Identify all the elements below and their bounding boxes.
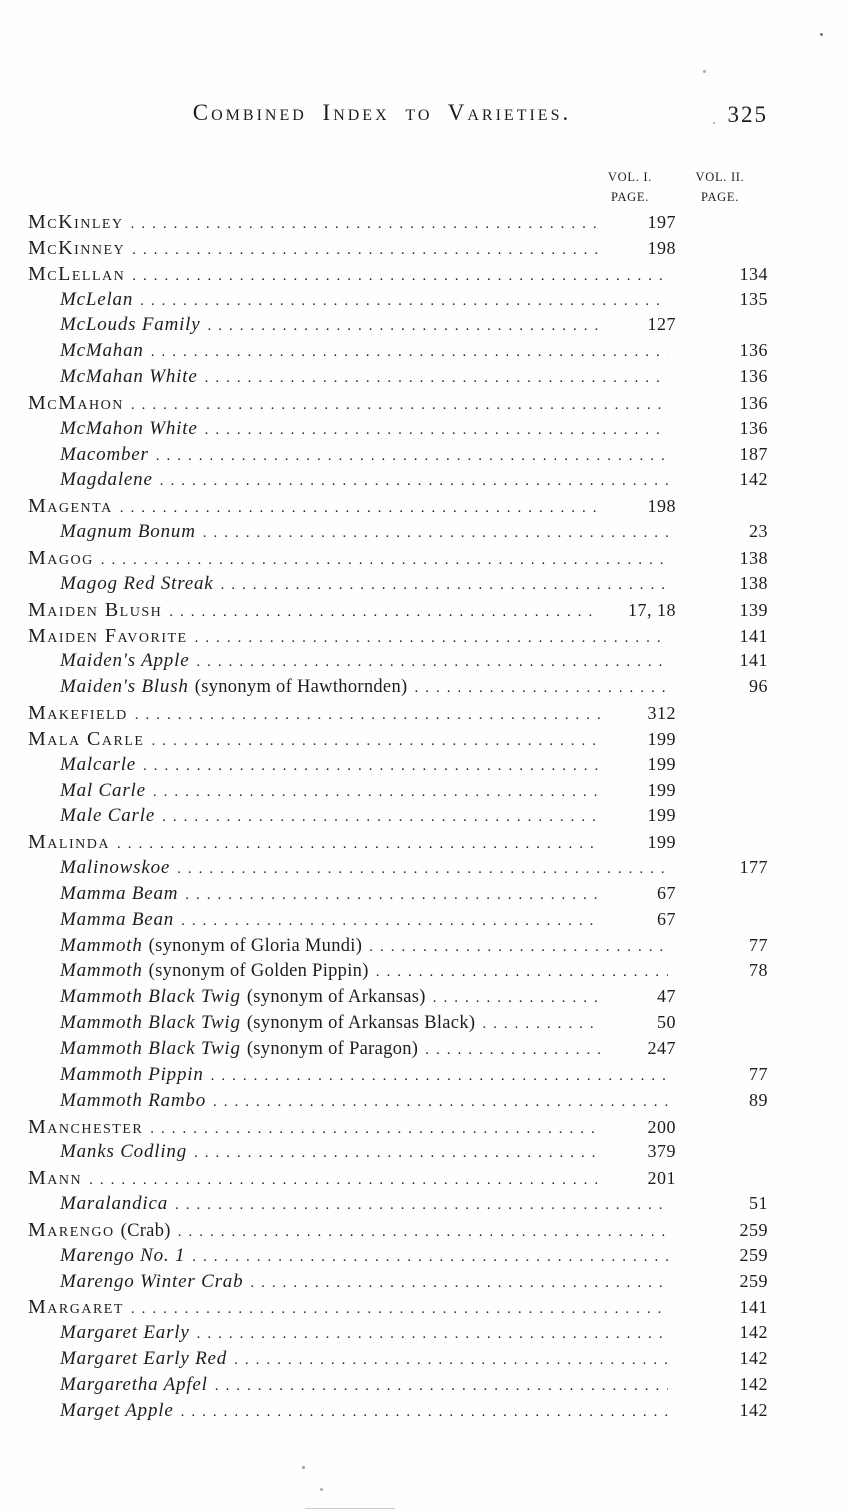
variety-name-cell [60, 1322, 190, 1344]
index-entry-row [28, 805, 768, 831]
variety-name-cell [60, 1038, 418, 1060]
vol2-page-number: 136 [739, 340, 768, 361]
synonym-note: (synonym of Arkansas) [246, 987, 426, 1008]
index-entry-row [28, 1167, 768, 1193]
variety-name-cell [60, 1271, 243, 1293]
variety-name: Magdalene [60, 469, 153, 491]
vol1-column-header [588, 167, 672, 207]
vol1-page-label: PAGE. [610, 190, 650, 204]
vol2-page-number: 77 [749, 934, 768, 955]
synonym-note: (synonym of Hawthornden) [194, 677, 408, 698]
vol2-page-number: 141 [739, 625, 768, 646]
vol2-page-number: 259 [739, 1244, 768, 1265]
variety-name: Magog Red Streak [60, 572, 214, 594]
vol1-label: VOL. I. [607, 170, 653, 184]
vol1-page-number: 67 [657, 882, 676, 903]
variety-name-cell [60, 1348, 227, 1370]
variety-name: Makefield [28, 702, 128, 725]
variety-name: Mammoth [60, 960, 143, 982]
variety-name: McLellan [28, 262, 126, 285]
variety-name-cell [28, 702, 128, 725]
vol2-page-number: 177 [739, 857, 768, 878]
folio-page-number: 325 [727, 102, 768, 127]
vol2-page-number: 134 [739, 263, 768, 284]
variety-name-cell [60, 909, 174, 931]
dot-leader [131, 1301, 668, 1318]
synonym-note: (synonym of Paragon) [246, 1039, 419, 1059]
vol1-page-number: 47 [657, 986, 676, 1007]
index-entry-row [28, 1141, 768, 1167]
vol2-page-number: 77 [749, 1063, 768, 1084]
vol1-page-number: 379 [647, 1141, 676, 1162]
scan-speck [302, 1466, 305, 1469]
variety-name: Mammoth Rambo [60, 1089, 207, 1111]
dot-leader [250, 1275, 668, 1292]
index-entry-row [28, 1296, 768, 1322]
index-entry-row [28, 314, 768, 340]
index-entry-row [28, 418, 768, 444]
dot-leader [234, 1352, 668, 1369]
dot-leader [89, 1172, 600, 1189]
variety-name: Mamma Bean [60, 908, 175, 930]
variety-name-cell [60, 986, 426, 1008]
scan-speck [320, 1488, 323, 1491]
index-entry-row [28, 1193, 768, 1219]
dot-leader [101, 552, 668, 569]
variety-name-cell [60, 1400, 174, 1422]
dot-leader [205, 370, 668, 387]
variety-name-cell [60, 444, 149, 466]
index-entry-row [28, 1322, 768, 1348]
variety-name: Marget Apple [60, 1399, 174, 1421]
dot-leader [140, 293, 668, 310]
vol2-page-number: 135 [739, 288, 768, 309]
variety-name: Maiden's Apple [60, 650, 190, 672]
variety-name-cell [60, 1193, 168, 1215]
index-entry-row [28, 263, 768, 289]
variety-name-cell [60, 857, 170, 879]
index-entry-row [28, 1271, 768, 1297]
vol2-page-number: 78 [749, 960, 768, 981]
vol1-page-number: 198 [647, 237, 676, 258]
variety-name: McMahon White [60, 417, 198, 439]
vol2-page-number: 136 [739, 366, 768, 387]
dot-leader [369, 939, 668, 956]
dot-leader [425, 1042, 600, 1059]
variety-name: Malcarle [60, 753, 137, 775]
dot-leader [156, 448, 668, 465]
index-entry-row [28, 883, 768, 909]
variety-name-cell [60, 340, 144, 362]
vol1-page-number: 199 [647, 753, 676, 774]
variety-name-cell [60, 573, 214, 595]
page-title: Combined Index to Varieties. [192, 100, 572, 125]
variety-name: Margaret [28, 1296, 124, 1319]
dot-leader [215, 1378, 668, 1395]
index-entry-row [28, 754, 768, 780]
index-entry-row [28, 650, 768, 676]
variety-name: Marengo Winter Crab [60, 1270, 244, 1292]
vol2-page-number: 142 [739, 469, 768, 490]
vol1-page-number: 199 [647, 805, 676, 826]
variety-name: Margaret Early [60, 1322, 190, 1344]
vol2-page-number: 142 [739, 1373, 768, 1394]
dot-leader [117, 836, 600, 853]
index-entry-row [28, 831, 768, 857]
dot-leader [208, 318, 601, 335]
dot-leader [211, 1068, 668, 1085]
variety-name: Maiden's Blush [60, 676, 189, 698]
vol2-page-number: 142 [739, 1399, 768, 1420]
variety-name-cell [28, 392, 124, 415]
variety-name-cell [60, 1245, 185, 1267]
dot-leader [181, 913, 600, 930]
index-entry-row [28, 857, 768, 883]
variety-name-cell [60, 289, 133, 311]
vol1-page-number: 127 [647, 314, 676, 335]
variety-name-cell [28, 1167, 82, 1190]
vol2-page-number: 51 [749, 1193, 768, 1214]
variety-name: Maiden Blush [28, 598, 163, 621]
variety-name-cell [28, 1219, 171, 1242]
dot-leader [194, 1145, 600, 1162]
dot-leader [221, 577, 669, 594]
vol2-page-number: 89 [749, 1089, 768, 1110]
dot-leader [151, 344, 668, 361]
variety-name: Mamma Beam [60, 882, 179, 904]
dot-leader [132, 242, 600, 259]
index-entry-row [28, 1245, 768, 1271]
variety-name-cell [28, 599, 162, 622]
page-header [28, 100, 768, 140]
dot-leader [120, 500, 600, 517]
vol2-page-label: PAGE. [700, 190, 740, 204]
index-entry-list [28, 211, 768, 1426]
variety-name: Macomber [60, 443, 149, 465]
scan-edge-artifact [305, 1508, 395, 1509]
variety-name-cell [60, 1374, 208, 1396]
dot-leader [181, 1404, 668, 1421]
index-entry-row [28, 547, 768, 573]
variety-name: McLelan [60, 288, 134, 310]
variety-name: Maiden Favorite [28, 624, 188, 647]
variety-name-cell [60, 935, 362, 957]
vol1-page-number: 198 [647, 496, 676, 517]
vol1-page-number: 199 [647, 832, 676, 853]
vol2-page-number: 138 [739, 572, 768, 593]
index-entry-row [28, 573, 768, 599]
variety-name-cell [28, 625, 188, 648]
vol2-page-number: 141 [739, 650, 768, 671]
variety-name: McMahan White [60, 366, 198, 388]
index-entry-row [28, 495, 768, 521]
variety-name: Maralandica [60, 1193, 169, 1215]
index-entry-row [28, 960, 768, 986]
index-entry-row [28, 702, 768, 728]
variety-name: Marengo No. 1 [60, 1244, 186, 1266]
index-entry-row [28, 444, 768, 470]
variety-name: McMahan [60, 340, 144, 362]
scan-speck [703, 70, 706, 73]
vol2-page-number: 139 [739, 599, 768, 620]
vol2-page-number: 23 [749, 521, 768, 542]
index-entry-row [28, 1012, 768, 1038]
index-entry-row [28, 1219, 768, 1245]
variety-name: Mammoth Black Twig [60, 1012, 241, 1034]
index-entry-row [28, 469, 768, 495]
vol1-page-number: 50 [657, 1012, 676, 1033]
variety-name-cell [60, 676, 407, 698]
variety-name: McMahon [28, 391, 124, 414]
dot-leader [213, 1094, 668, 1111]
index-entry-row [28, 237, 768, 263]
synonym-note: (synonym of Arkansas Black) [246, 1013, 476, 1034]
dot-leader [178, 1224, 668, 1241]
variety-name-cell [60, 805, 155, 827]
index-entry-row [28, 599, 768, 625]
dot-leader [197, 1326, 668, 1343]
variety-name-cell [60, 1141, 187, 1163]
dot-leader [482, 1016, 600, 1033]
column-headers [28, 167, 768, 207]
vol2-label: VOL. II. [695, 170, 745, 184]
dot-leader [150, 1121, 600, 1138]
variety-name: Mann [28, 1167, 83, 1190]
vol1-page-number: 201 [647, 1168, 676, 1189]
variety-name: Malinowskoe [60, 857, 171, 879]
index-entry-row [28, 909, 768, 935]
dot-leader [131, 216, 600, 233]
dot-leader [185, 887, 600, 904]
variety-name: Manks Codling [60, 1141, 188, 1163]
variety-name: McLouds Family [60, 314, 201, 336]
vol1-page-number: 197 [647, 212, 676, 232]
index-entry-row [28, 340, 768, 366]
synonym-note: (synonym of Golden Pippin) [148, 961, 369, 982]
variety-name-cell [60, 780, 146, 802]
variety-name-cell [28, 237, 125, 260]
dot-leader [135, 707, 600, 724]
vol1-page-number: 199 [647, 779, 676, 800]
variety-name: Mala Carle [28, 727, 145, 750]
variety-name: Magenta [28, 495, 113, 518]
index-entry-row [28, 935, 768, 961]
variety-name-cell [28, 495, 113, 518]
variety-name: McKinney [28, 236, 126, 259]
vol2-page-number: 259 [739, 1219, 768, 1240]
variety-name-cell [60, 418, 198, 440]
variety-name: Mal Carle [60, 779, 146, 801]
synonym-note: (Crab) [120, 1220, 171, 1241]
variety-name: Magnum Bonum [60, 521, 196, 543]
variety-name-cell [60, 469, 153, 491]
dot-leader [175, 1197, 668, 1214]
vol2-page-number: 138 [739, 547, 768, 568]
dot-leader [162, 809, 600, 826]
dot-leader [160, 473, 668, 490]
vol2-page-number: 187 [739, 443, 768, 464]
variety-name: Marengo [28, 1218, 115, 1241]
vol1-page-number: 312 [647, 703, 676, 724]
dot-leader [169, 604, 600, 621]
variety-name-cell [28, 211, 124, 234]
variety-name: Mammoth [60, 934, 143, 956]
variety-name-cell [28, 1296, 124, 1319]
variety-name-cell [60, 521, 196, 543]
variety-name-cell [28, 728, 144, 751]
vol1-page-number: 200 [647, 1116, 676, 1137]
variety-name: Mammoth Black Twig [60, 986, 241, 1008]
variety-name: Malinda [28, 831, 110, 854]
variety-name: Magog [28, 546, 94, 569]
vol2-page-number: 136 [739, 417, 768, 438]
dot-leader [203, 525, 668, 542]
synonym-note: (synonym of Gloria Mundi) [148, 935, 363, 956]
variety-name-cell [60, 1090, 206, 1112]
index-entry-row [28, 1064, 768, 1090]
vol1-page-number: 247 [647, 1038, 676, 1058]
vol2-page-number: 142 [739, 1348, 768, 1369]
scan-speck [713, 122, 715, 124]
variety-name-cell [60, 650, 189, 672]
variety-name-cell [60, 314, 201, 336]
vol1-page-number: 67 [657, 908, 676, 929]
variety-name: Mammoth Black Twig [60, 1038, 241, 1059]
index-entry-row [28, 289, 768, 315]
dot-leader [196, 654, 668, 671]
variety-name: McKinley [28, 211, 124, 233]
variety-name-cell [28, 831, 110, 854]
vol1-page-number: 17, 18 [628, 599, 676, 620]
index-entry-row [28, 676, 768, 702]
variety-name-cell [28, 263, 125, 286]
variety-name-cell [28, 1116, 143, 1139]
index-entry-row [28, 1116, 768, 1142]
index-entry-row [28, 986, 768, 1012]
vol2-page-number: 142 [739, 1322, 768, 1343]
variety-name: Male Carle [60, 805, 156, 827]
vol1-page-number: 199 [647, 728, 676, 749]
index-entry-row [28, 728, 768, 754]
variety-name: Margaret Early Red [60, 1348, 228, 1370]
dot-leader [153, 784, 600, 801]
vol2-page-number: 259 [739, 1270, 768, 1291]
dot-leader [132, 268, 668, 285]
variety-name-cell [28, 547, 94, 570]
index-entry-row [28, 1400, 768, 1426]
dot-leader [414, 680, 668, 697]
index-entry-row [28, 780, 768, 806]
dot-leader [195, 630, 668, 647]
variety-name-cell [60, 1064, 204, 1086]
index-entry-row [28, 1348, 768, 1374]
index-entry-row [28, 625, 768, 651]
dot-leader [433, 990, 600, 1007]
variety-name-cell [60, 366, 198, 388]
vol2-column-header [672, 167, 768, 207]
index-entry-row [28, 211, 768, 237]
dot-leader [151, 733, 600, 750]
index-entry-row [28, 1038, 768, 1064]
variety-name-cell [60, 754, 136, 776]
variety-name: Margaretha Apfel [60, 1373, 208, 1395]
dot-leader [192, 1249, 668, 1266]
dot-leader [205, 422, 668, 439]
scan-speck [820, 33, 823, 36]
variety-name: Manchester [28, 1115, 144, 1138]
variety-name-cell [60, 1012, 475, 1034]
vol2-page-number: 136 [739, 392, 768, 413]
dot-leader [131, 397, 668, 414]
index-entry-row [28, 392, 768, 418]
vol2-page-number: 141 [739, 1297, 768, 1318]
dot-leader [177, 861, 668, 878]
index-entry-row [28, 1374, 768, 1400]
dot-leader [143, 758, 600, 775]
index-entry-row [28, 1090, 768, 1116]
index-entry-row [28, 366, 768, 392]
variety-name-cell [60, 883, 178, 905]
variety-name-cell [60, 960, 369, 982]
dot-leader [376, 964, 668, 981]
variety-name: Mammoth Pippin [60, 1063, 204, 1085]
vol2-page-number: 96 [749, 676, 768, 697]
index-entry-row [28, 521, 768, 547]
